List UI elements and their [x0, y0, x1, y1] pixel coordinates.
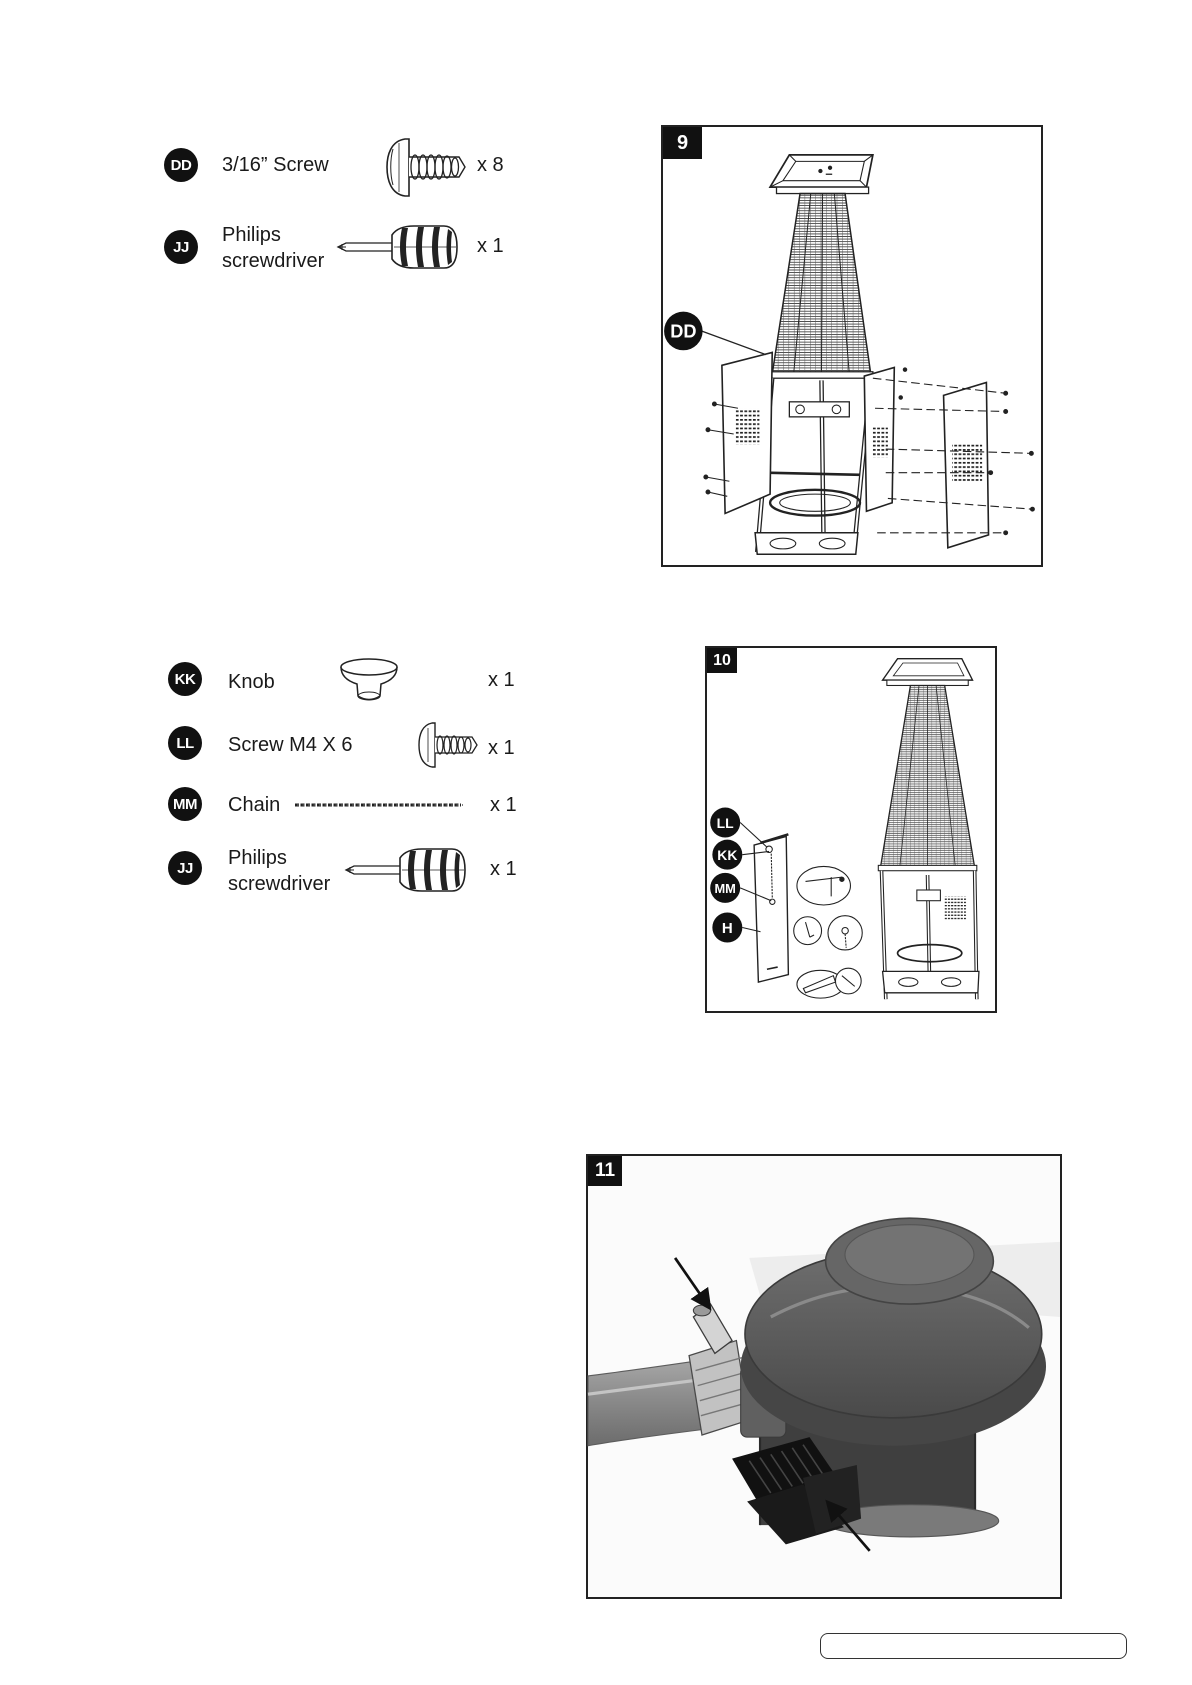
- patio-heater-side-panels-illustration: [663, 127, 1041, 565]
- figure-number: 10: [707, 648, 737, 673]
- callout-label: DD: [670, 321, 697, 342]
- part-qty-screwdriver: x 1: [490, 858, 517, 880]
- part-name-screwdriver: [228, 845, 330, 897]
- part-name-line: Philips: [222, 224, 281, 246]
- callout-label: KK: [717, 847, 738, 864]
- figure-number: 9: [663, 127, 702, 159]
- screw-icon: [385, 135, 467, 200]
- part-badge-jj: JJ: [168, 851, 202, 885]
- part-qty-screwdriver: x 1: [477, 235, 504, 257]
- part-name-line: Philips: [228, 847, 287, 869]
- part-badge-ll: LL: [168, 726, 202, 760]
- part-name-knob: Knob: [228, 671, 275, 693]
- heater-frame: [755, 378, 871, 554]
- figure-number: 11: [588, 1156, 622, 1186]
- part-badge-jj: JJ: [164, 230, 198, 264]
- detail-circles: [794, 866, 863, 998]
- heater-top-cap: [770, 155, 873, 194]
- footer-box: [820, 1633, 1127, 1659]
- part-name-line: screwdriver: [222, 250, 325, 272]
- part-badge-dd: DD: [164, 148, 198, 182]
- knob-icon: [336, 656, 402, 706]
- screwdriver-icon: [336, 222, 460, 272]
- door-panel: [754, 834, 788, 982]
- figure-10: [705, 646, 997, 1013]
- figure-11: [586, 1154, 1062, 1599]
- figure-9: [661, 125, 1043, 567]
- heater-tower: [878, 659, 979, 1000]
- chain-icon: [293, 800, 465, 810]
- heater-mesh-tower: [770, 194, 873, 379]
- part-name-line: screwdriver: [228, 873, 331, 895]
- part-qty-screw: x 8: [477, 154, 504, 176]
- gas-regulator-photo: [588, 1156, 1060, 1597]
- part-name-screwdriver: [222, 222, 324, 274]
- callout-label: MM: [714, 881, 736, 897]
- callout-label: LL: [716, 814, 734, 831]
- side-panel-right: [944, 383, 989, 548]
- part-qty-knob: x 1: [488, 669, 515, 691]
- callout-dd: [664, 312, 766, 355]
- screw-icon: [417, 720, 479, 770]
- part-qty-screw-m4: x 1: [488, 737, 515, 759]
- part-badge-kk: KK: [168, 662, 202, 696]
- side-panel-middle: [864, 367, 894, 511]
- part-qty-chain: x 1: [490, 794, 517, 816]
- part-badge-mm: MM: [168, 787, 202, 821]
- part-name-chain: Chain: [228, 794, 281, 816]
- part-name-screw: 3/16” Screw: [222, 154, 329, 176]
- screwdriver-icon: [341, 845, 471, 895]
- part-name-screw-m4: Screw M4 X 6: [228, 734, 353, 756]
- callout-label: H: [721, 919, 733, 937]
- patio-heater-door-panel-illustration: [707, 648, 995, 1011]
